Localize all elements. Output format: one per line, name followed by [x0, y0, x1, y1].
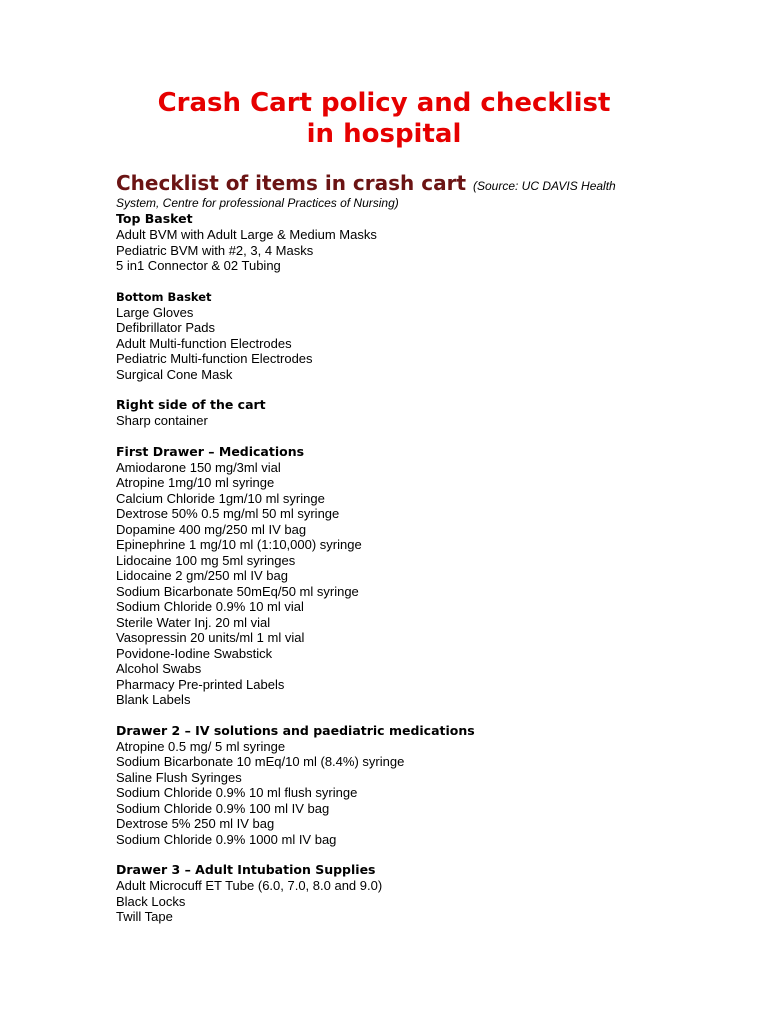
source-citation: (Source: UC DAVIS Health — [473, 179, 616, 193]
checklist-section — [116, 397, 656, 429]
list-item: Adult BVM with Adult Large & Medium Masks — [116, 227, 377, 242]
list-item: 5 in1 Connector & 02 Tubing — [116, 258, 281, 273]
list-item: Sodium Bicarbonate 10 mEq/10 ml (8.4%) syringe — [116, 754, 405, 769]
section-heading: Top Basket — [116, 211, 193, 226]
checklist-section — [116, 211, 656, 274]
list-item: Sterile Water Inj. 20 ml vial — [116, 614, 271, 630]
list-item: Adult Multi-function Electrodes — [116, 335, 292, 351]
document-body — [116, 170, 656, 925]
list-item: Vasopressin 20 units/ml 1 ml vial — [116, 630, 305, 645]
checklist-section — [116, 862, 656, 925]
source-citation-cont: System, Centre for professional Practices of Nursing) — [116, 196, 399, 210]
list-item: Sodium Chloride 0.9% 10 ml flush syringe — [116, 785, 358, 800]
list-item: Atropine 0.5 mg/ 5 ml syringe — [116, 738, 286, 754]
checklist-sections — [116, 211, 656, 925]
list-item: Dopamine 400 mg/250 ml IV bag — [116, 521, 307, 537]
section-heading: Right side of the cart — [116, 397, 266, 412]
list-item: Large Gloves — [116, 304, 194, 320]
checklist-heading-text: Checklist of items in crash cart — [116, 171, 467, 195]
list-item: Lidocaine 2 gm/250 ml IV bag — [116, 568, 288, 583]
list-item: Dextrose 5% 250 ml IV bag — [116, 816, 275, 831]
list-item: Pediatric BVM with #2, 3, 4 Masks — [116, 242, 314, 258]
section-heading: Drawer 3 – Adult Intubation Supplies — [116, 862, 376, 877]
title-line-1: Crash Cart policy and checklist — [157, 88, 611, 118]
list-item: Saline Flush Syringes — [116, 769, 242, 785]
list-item: Povidone-Iodine Swabstick — [116, 645, 273, 661]
checklist-section — [116, 723, 656, 848]
section-heading: First Drawer – Medications — [116, 443, 305, 459]
list-item: Sodium Chloride 0.9% 100 ml IV bag — [116, 800, 330, 816]
list-item: Sharp container — [116, 413, 208, 428]
list-item: Dextrose 50% 0.5 mg/ml 50 ml syringe — [116, 506, 340, 521]
list-item: Defibrillator Pads — [116, 320, 215, 335]
document-title — [0, 88, 768, 150]
section-heading: Bottom Basket — [116, 289, 212, 304]
list-item: Epinephrine 1 mg/10 ml (1:10,000) syringe — [116, 537, 362, 552]
list-item: Pediatric Multi-function Electrodes — [116, 351, 313, 366]
checklist-heading — [116, 170, 656, 199]
list-item: Calcium Chloride 1gm/10 ml syringe — [116, 490, 325, 506]
list-item: Sodium Chloride 0.9% 10 ml vial — [116, 599, 304, 614]
section-heading: Drawer 2 – IV solutions and paediatric medications — [116, 722, 475, 738]
checklist-section — [116, 444, 656, 708]
title-line-2: in hospital — [306, 119, 462, 149]
list-item: Alcohol Swabs — [116, 661, 202, 676]
checklist-section — [116, 289, 656, 383]
list-item: Atropine 1mg/10 ml syringe — [116, 475, 275, 490]
list-item: Pharmacy Pre-printed Labels — [116, 676, 285, 692]
list-item: Lidocaine 100 mg 5ml syringes — [116, 552, 296, 568]
list-item: Blank Labels — [116, 692, 191, 707]
list-item: Sodium Chloride 0.9% 1000 ml IV bag — [116, 831, 337, 847]
list-item: Sodium Bicarbonate 50mEq/50 ml syringe — [116, 583, 359, 599]
list-item: Amiodarone 150 mg/3ml vial — [116, 459, 281, 475]
list-item: Twill Tape — [116, 909, 173, 924]
list-item: Adult Microcuff ET Tube (6.0, 7.0, 8.0 and 9.0) — [116, 878, 383, 893]
list-item: Surgical Cone Mask — [116, 366, 233, 382]
list-item: Black Locks — [116, 893, 186, 909]
